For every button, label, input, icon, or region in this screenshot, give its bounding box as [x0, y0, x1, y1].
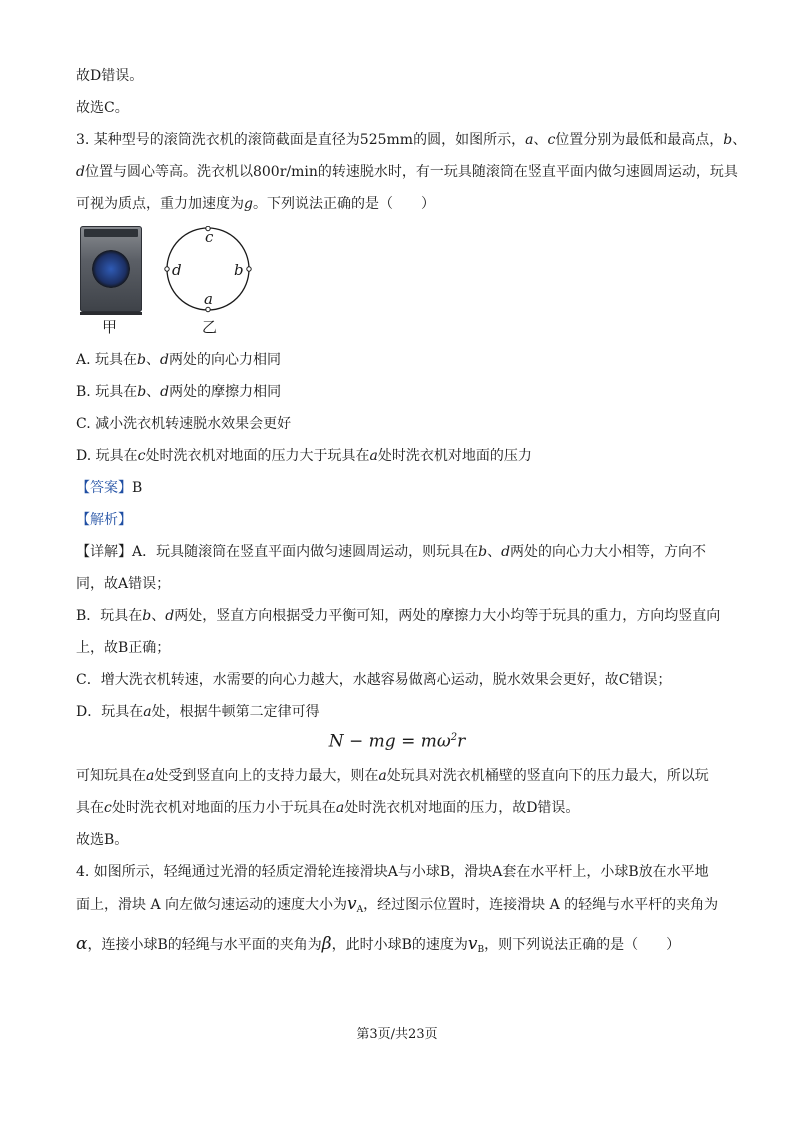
point-a-label: a — [204, 290, 213, 308]
option-d: D. 玩具在c处时洗衣机对地面的压力大于玩具在a处时洗衣机对地面的压力 — [76, 448, 532, 464]
point-c-label: c — [205, 228, 214, 246]
point-b-label: b — [234, 261, 244, 279]
analysis-tag: 【解析】 — [76, 512, 132, 528]
answer-tag: 【答案】 — [76, 480, 132, 496]
detail-paragraph: 同，故A错误； — [76, 576, 171, 592]
text-line: 故选C。 — [76, 100, 129, 116]
question-4-stem: α，连接小球B的轻绳与水平面的夹角为β，此时小球B的速度为$v_B$，则下列说法正确的是（ ） — [76, 934, 681, 955]
detail-paragraph: 故选B。 — [76, 832, 129, 848]
figure-label-yi: 乙 — [202, 318, 218, 336]
figure-label-jia: 甲 — [102, 318, 118, 336]
question-3-stem: 3. 某种型号的滚筒洗衣机的滚筒截面是直径为525mm的圆，如图所示，a、c位置分别为最低和最高点，b、 — [76, 132, 747, 148]
newton-formula: N − mg = $m\omega^2r$ — [328, 731, 466, 752]
text-line: 故D错误。 — [76, 68, 144, 84]
analysis-line — [76, 510, 132, 530]
answer-value: B — [132, 480, 143, 496]
detail-paragraph: D．玩具在a处，根据牛顿第二定律可得 — [76, 704, 320, 720]
detail-paragraph: 可知玩具在a处受到竖直向上的支持力最大，则在a处玩具对洗衣机桶壁的竖直向下的压力最大，所以玩 — [76, 768, 709, 784]
washer-door — [92, 250, 130, 288]
answer-line — [76, 478, 142, 498]
question-4-stem: 面上，滑块 A 向左做匀速运动的速度大小为$v_A$，经过图示位置时，连接滑块 A 的轻绳与水平杆的夹角为 — [76, 894, 719, 915]
question-3-figure — [76, 226, 276, 338]
point-d-label: d — [172, 261, 182, 279]
washing-machine-photo — [80, 226, 142, 312]
option-b: B. 玩具在b、d两处的摩擦力相同 — [76, 384, 282, 400]
option-c: C. 减小洗衣机转速脱水效果会更好 — [76, 416, 292, 432]
question-3-stem: d位置与圆心等高。洗衣机以800r/min的转速脱水时，有一玩具随滚筒在竖直平面内做匀速圆周运动，玩具 — [76, 164, 738, 180]
detail-paragraph: B．玩具在b、d两处，竖直方向根据受力平衡可知，两处的摩擦力大小均等于玩具的重力，方向均竖直向 — [76, 608, 721, 624]
question-4-stem: 4. 如图所示，轻绳通过光滑的轻质定滑轮连接滑块A与小球B，滑块A套在水平杆上，小球B放在水平地 — [76, 864, 709, 880]
detail-paragraph: 具在c处时洗衣机对地面的压力小于玩具在a处时洗衣机对地面的压力，故D错误。 — [76, 800, 580, 816]
detail-paragraph: 【详解】A．玩具随滚筒在竖直平面内做匀速圆周运动，则玩具在b、d两处的向心力大小相等，方向不 — [76, 544, 707, 560]
detail-paragraph: 上，故B正确； — [76, 640, 171, 656]
detail-paragraph: C．增大洗衣机转速，水需要的向心力越大，水越容易做离心运动，脱水效果会更好，故C错误； — [76, 672, 672, 688]
option-a: A. 玩具在b、d两处的向心力相同 — [76, 352, 281, 368]
question-3-stem: 可视为质点，重力加速度为g。下列说法正确的是（ ） — [76, 196, 435, 212]
page-number-footer: 第3页/共23页 — [356, 1027, 438, 1042]
